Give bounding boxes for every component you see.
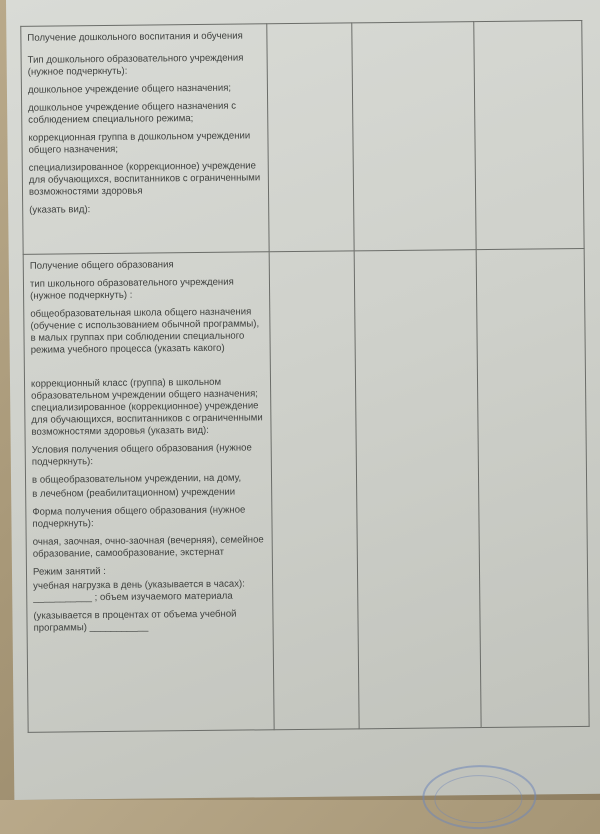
form-table <box>20 20 589 733</box>
form-line: в общеобразовательном учреждении, на дому, <box>31 472 242 486</box>
form-line: в лечебном (реабилитационном) учреждении <box>32 486 236 500</box>
empty-cell <box>354 250 481 729</box>
form-line: общеобразовательная школа общего назначения (обучение с использованием обычной программы), в малых группах при соблюдении специального режима учебного процесса (указать какого) <box>30 306 260 356</box>
form-line: коррекционный класс (группа) в школьном образовательном учреждении общего назначения; специализированное (коррекционное) учреждение для обучающихся, воспитанников с ограниченными возможностями здоровья (указать вид): <box>30 376 263 438</box>
form-line: Форма получения общего образования (нужное подчеркнуть): <box>32 504 246 530</box>
form-line: специализированное (коррекционное) учреждение для обучающихся, воспитанников с ограниченными возможностями здоровья <box>28 160 261 198</box>
table-row <box>21 20 584 254</box>
section-title: Получение общего образования <box>29 259 174 272</box>
empty-cell <box>269 251 358 730</box>
empty-cell <box>473 20 584 249</box>
form-line: Тип дошкольного образовательного учреждения (нужное подчеркнуть): <box>27 52 244 78</box>
form-line: коррекционная группа в дошкольном учреждении общего назначения; <box>28 130 251 156</box>
form-line: учебная нагрузка в день (указывается в часах): ___________ ; объем изучаемого материала <box>33 578 245 604</box>
table-row <box>23 248 589 732</box>
section-title: Получение дошкольного воспитания и обучения <box>27 30 243 44</box>
form-line: дошкольное учреждение общего назначения с соблюдением специального режима; <box>28 100 237 126</box>
form-line: (указать вид): <box>29 204 91 216</box>
form-line: Режим занятий : <box>32 565 106 578</box>
empty-cell <box>267 23 354 252</box>
empty-cell <box>476 248 589 727</box>
document-page <box>6 0 600 800</box>
empty-cell <box>351 22 476 251</box>
form-line: очная, заочная, очно-заочная (вечерняя), семейное образование, самообразование, экстернат <box>32 534 264 560</box>
general-education-section-cell <box>23 252 274 733</box>
form-line: дошкольное учреждение общего назначения; <box>27 82 232 96</box>
form-line: тип школьного образовательного учреждения (нужное подчеркнуть) : <box>29 276 234 302</box>
form-line: Условия получения общего образования (нужное подчеркнуть): <box>31 442 252 468</box>
form-line: (указывается в процентах от объема учебной программы) ___________ <box>33 608 237 634</box>
preschool-section-cell <box>21 24 269 255</box>
